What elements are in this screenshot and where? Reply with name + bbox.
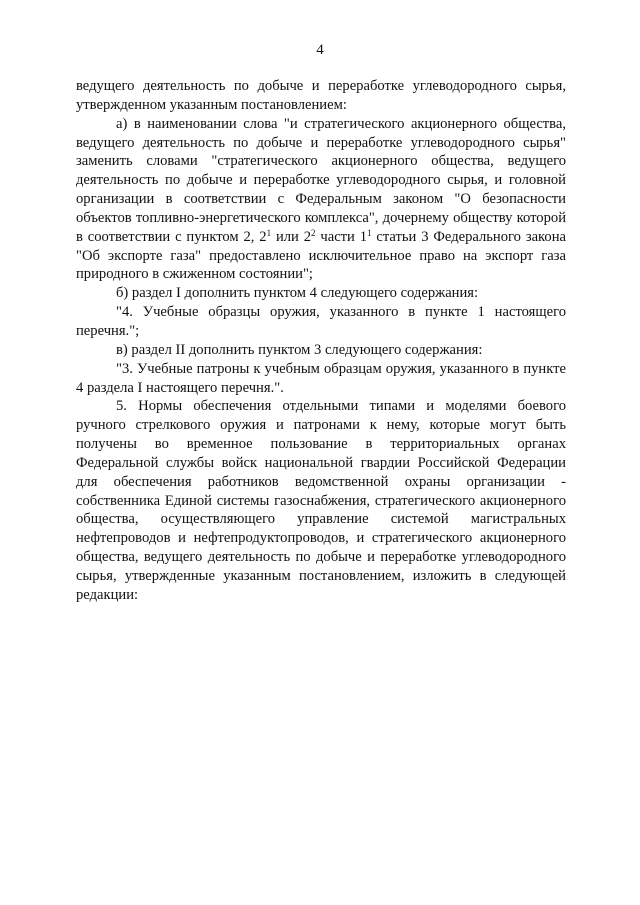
amendment-item-5: 5. Нормы обеспечения отдельными типами и моделями боевого ручного стрелкового оружия и патронами к нему, которые могут быть получены во временное пользование в территориальных органах Федеральной службы войск национальной гвардии Российской Федерации для обеспечения работников ведомственной охраны организации - собственника Единой системы газоснабжения, стратегического акционерного общества, осуществляющего управление системой магистральных нефтепроводов и нефтепродуктопроводов, и стратегического акционерного общества, ведущего деятельность по добыче и переработке углеводородного сырья, утвержденные указанным постановлением, изложить в следующей редакции: <box>76 398 566 603</box>
document-body <box>76 77 566 605</box>
amendment-item-a <box>76 115 566 285</box>
amendment-item-b-quote: "4. Учебные образцы оружия, указанного в пункте 1 настоящего перечня."; <box>76 304 566 339</box>
amendment-item-a-text-3: части 1 <box>315 228 368 245</box>
superscript-2: 2 <box>311 227 316 238</box>
amendment-item-a-text-2: или 2 <box>271 228 312 245</box>
amendment-item-v: в) раздел II дополнить пунктом 3 следующего содержания: <box>116 341 483 358</box>
superscript-1: 1 <box>266 227 272 238</box>
superscript-1b: 1 <box>367 227 372 238</box>
amendment-item-a-text: а) в наименовании слова "и стратегического акционерного общества, ведущего деятельность по добыче и переработке углеводородного сырья" заменить словами "стратегического акционерного общества, ведущего деятельность по добыче и переработке углеводородного сырья, и головной организации в соответствии с Федеральным законом "О безопасности объектов топливно-энергетического комплекса", дочернему обществу которой в соответствии с пунктом 2, 2 <box>76 115 566 245</box>
amendment-item-v-quote: "3. Учебные патроны к учебным образцам оружия, указанного в пункте 4 раздела I настоящего перечня.". <box>76 360 566 396</box>
amendment-item-b: б) раздел I дополнить пунктом 4 следующего содержания: <box>116 285 479 302</box>
page-number: 4 <box>316 42 324 58</box>
intro-paragraph: ведущего деятельность по добыче и переработке углеводородного сырья, утвержденном указанным постановлением: <box>76 78 566 113</box>
amendment-item-a-text-4: статьи 3 Федерального закона "Об экспорте газа" предоставлено исключительное право на экспорт газа природного в сжиженном состоянии"; <box>76 228 566 283</box>
